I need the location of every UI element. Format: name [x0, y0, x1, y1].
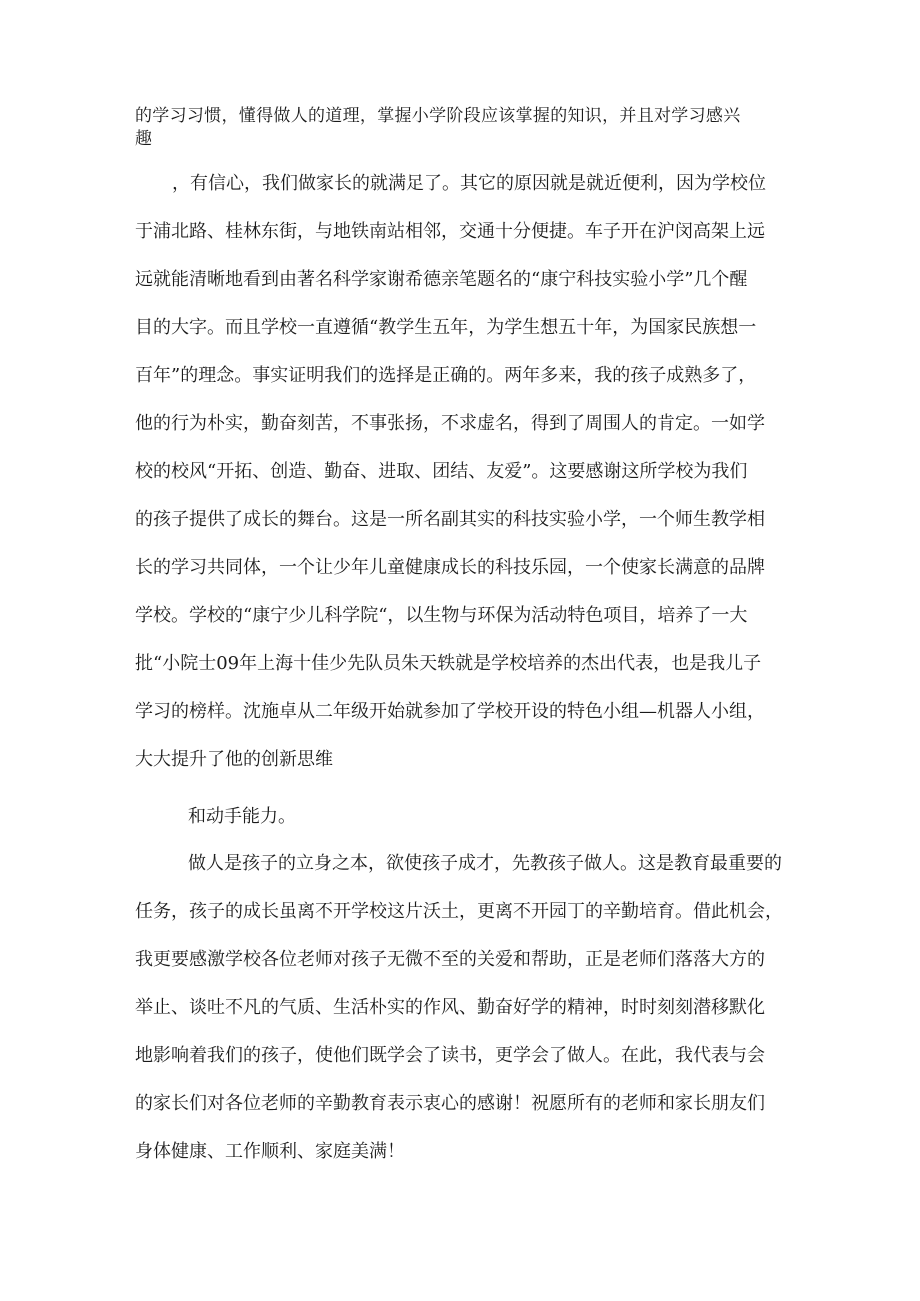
text-line: 趣 [135, 129, 153, 149]
text-line: 身体健康、工作顺利、家庭美满！ [135, 1141, 405, 1162]
text-line: 我更要感激学校各位老师对孩子无微不至的关爱和帮助，正是老师们落落大方的 [135, 949, 765, 970]
text-line: 他的行为朴实，勤奋刻苦，不事张扬，不求虚名，得到了周围人的肯定。一如学 [135, 413, 765, 434]
text-line: 学校。学校的“康宁少儿科学院“，以生物与环保为活动特色项目，培养了一大 [135, 605, 748, 626]
text-line: 做人是孩子的立身之本，欲使孩子成才，先教孩子做人。这是教育最重要的 [188, 853, 782, 874]
text-line: ，有信心，我们做家长的就满足了。其它的原因就是就近便利，因为学校位 [172, 173, 766, 194]
text-line: 任务，孩子的成长虽离不开学校这片沃土，更离不开园丁的辛勤培育。借此机会， [135, 901, 783, 922]
text-line: 于浦北路、桂林东街，与地铁南站相邻，交通十分便捷。车子开在沪闵高架上远 [135, 221, 765, 242]
text-line: 远就能清晰地看到由著名科学家谢希德亲笔题名的“康宁科技实验小学”几个醒 [135, 269, 748, 290]
text-line: 的家长们对各位老师的辛勤教育表示衷心的感谢！祝愿所有的老师和家长朋友们 [135, 1093, 765, 1114]
text-line: 批“小院士09年上海十佳少先队员朱天轶就是学校培养的杰出代表，也是我儿子 [135, 653, 762, 674]
text-line: 学习的榜样。沈施卓从二年级开始就参加了学校开设的特色小组—机器人小组， [135, 701, 765, 722]
text-line: 的学习习惯，懂得做人的道理，掌握小学阶段应该掌握的知识，并且对学习感兴 [135, 106, 741, 126]
text-line: 百年”的理念。事实证明我们的选择是正确的。两年多来，我的孩子成熟多了， [135, 365, 757, 386]
text-line: 的孩子提供了成长的舞台。这是一所名副其实的科技实验小学，一个师生教学相 [135, 509, 765, 530]
text-line: 长的学习共同体，一个让少年儿童健康成长的科技乐园，一个使家长满意的品牌 [135, 557, 765, 578]
text-line: 大大提升了他的创新思维 [135, 749, 333, 770]
text-line: 目的大字。而且学校一直遵循“教学生五年，为学生想五十年，为国家民族想一 [135, 317, 757, 338]
text-line: 举止、谈吐不凡的气质、生活朴实的作风、勤奋好学的精神，时时刻刻潜移默化 [135, 997, 765, 1018]
text-line: 和动手能力。 [188, 806, 296, 827]
text-line: 地影响着我们的孩子，使他们既学会了读书，更学会了做人。在此，我代表与会 [135, 1045, 765, 1066]
text-line: 校的校风“开拓、创造、勤奋、进取、团结、友爱”。这要感谢这所学校为我们 [135, 461, 748, 482]
